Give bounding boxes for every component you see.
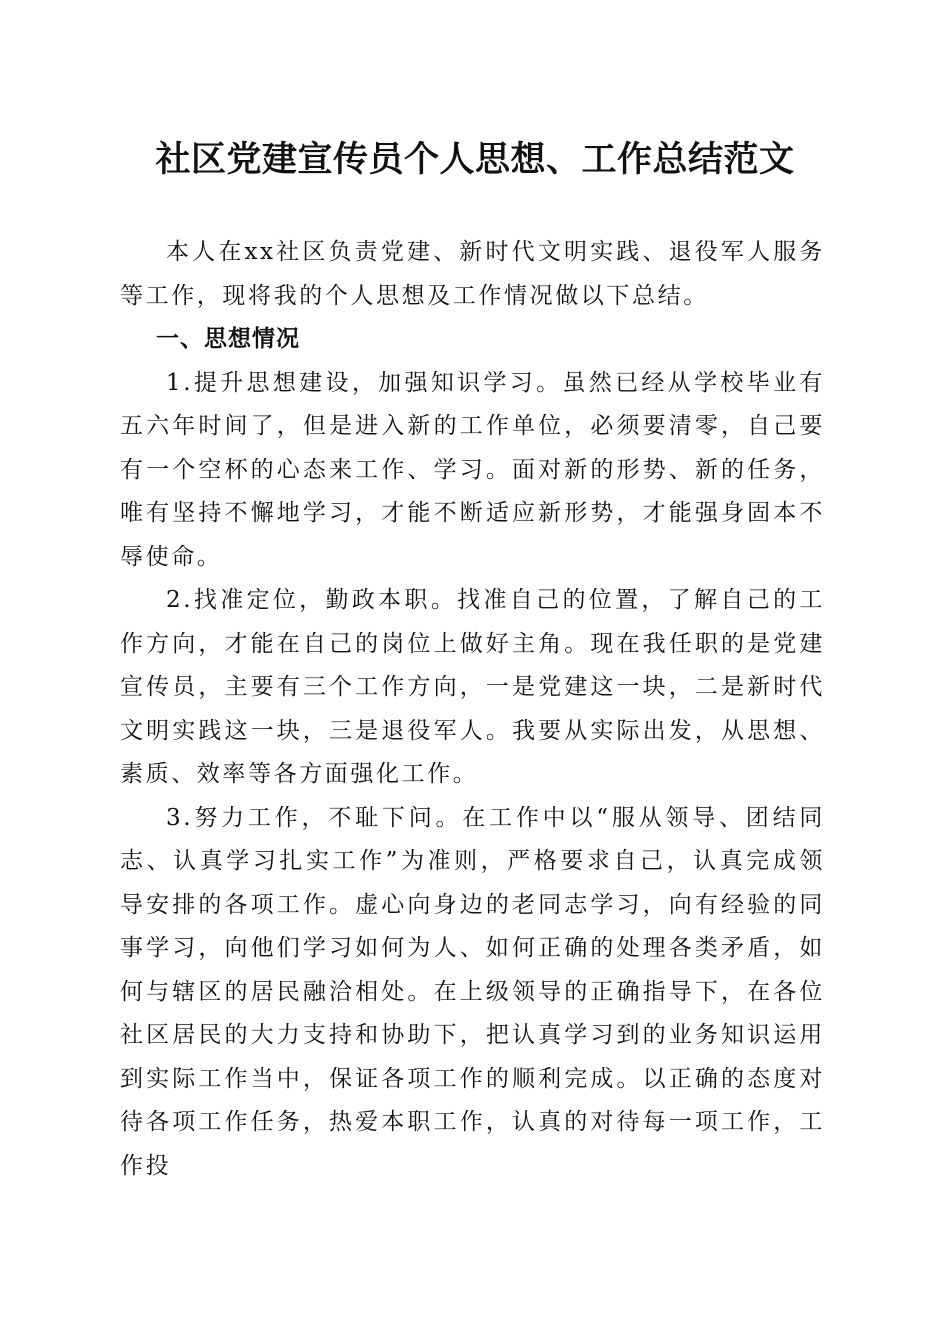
document-title: 社区党建宣传员个人思想、工作总结范文 [155, 139, 795, 180]
paragraph-item-3: 3.努力工作，不耻下问。在工作中以“服从领导、团结同志、认真学习扎实工作”为准则，严格要求自己，认真完成领导安排的各项工作。虚心向身边的老同志学习，向有经验的同事学习，向他们学习如何为人、如何正确的处理各类矛盾，如何与辖区的居民融洽相处。在上级领导的正确指导下，在各位社区居民的大力支持和协助下，把认真学习到的业务知识运用到实际工作当中，保证各项工作的顺利完成。以正确的态度对待各项工作任务，热爱本职工作，认真的对待每一项工作，工作投 [120, 804, 825, 1179]
paragraph-item-1: 1.提升思想建设，加强知识学习。虽然已经从学校毕业有五六年时间了，但是进入新的工作单位，必须要清零，自己要有一个空杯的心态来工作、学习。面对新的形势、新的任务，唯有坚持不懈地学习，才能不断适应新形势，才能强身固本不辱使命。 [120, 369, 825, 570]
document-body [120, 231, 825, 1188]
paragraph-item-2: 2.找准定位，勤政本职。找准自己的位置，了解自己的工作方向，才能在自己的岗位上做好主角。现在我任职的是党建宣传员，主要有三个工作方向，一是党建这一块，二是新时代文明实践这一块，三是退役军人。我要从实际出发，从思想、素质、效率等各方面强化工作。 [120, 587, 825, 787]
section-heading-thought: 一、思想情况 [156, 326, 300, 352]
intro-paragraph: 本人在xx社区负责党建、新时代文明实践、退役军人服务等工作，现将我的个人思想及工作情况做以下总结。 [120, 239, 825, 309]
